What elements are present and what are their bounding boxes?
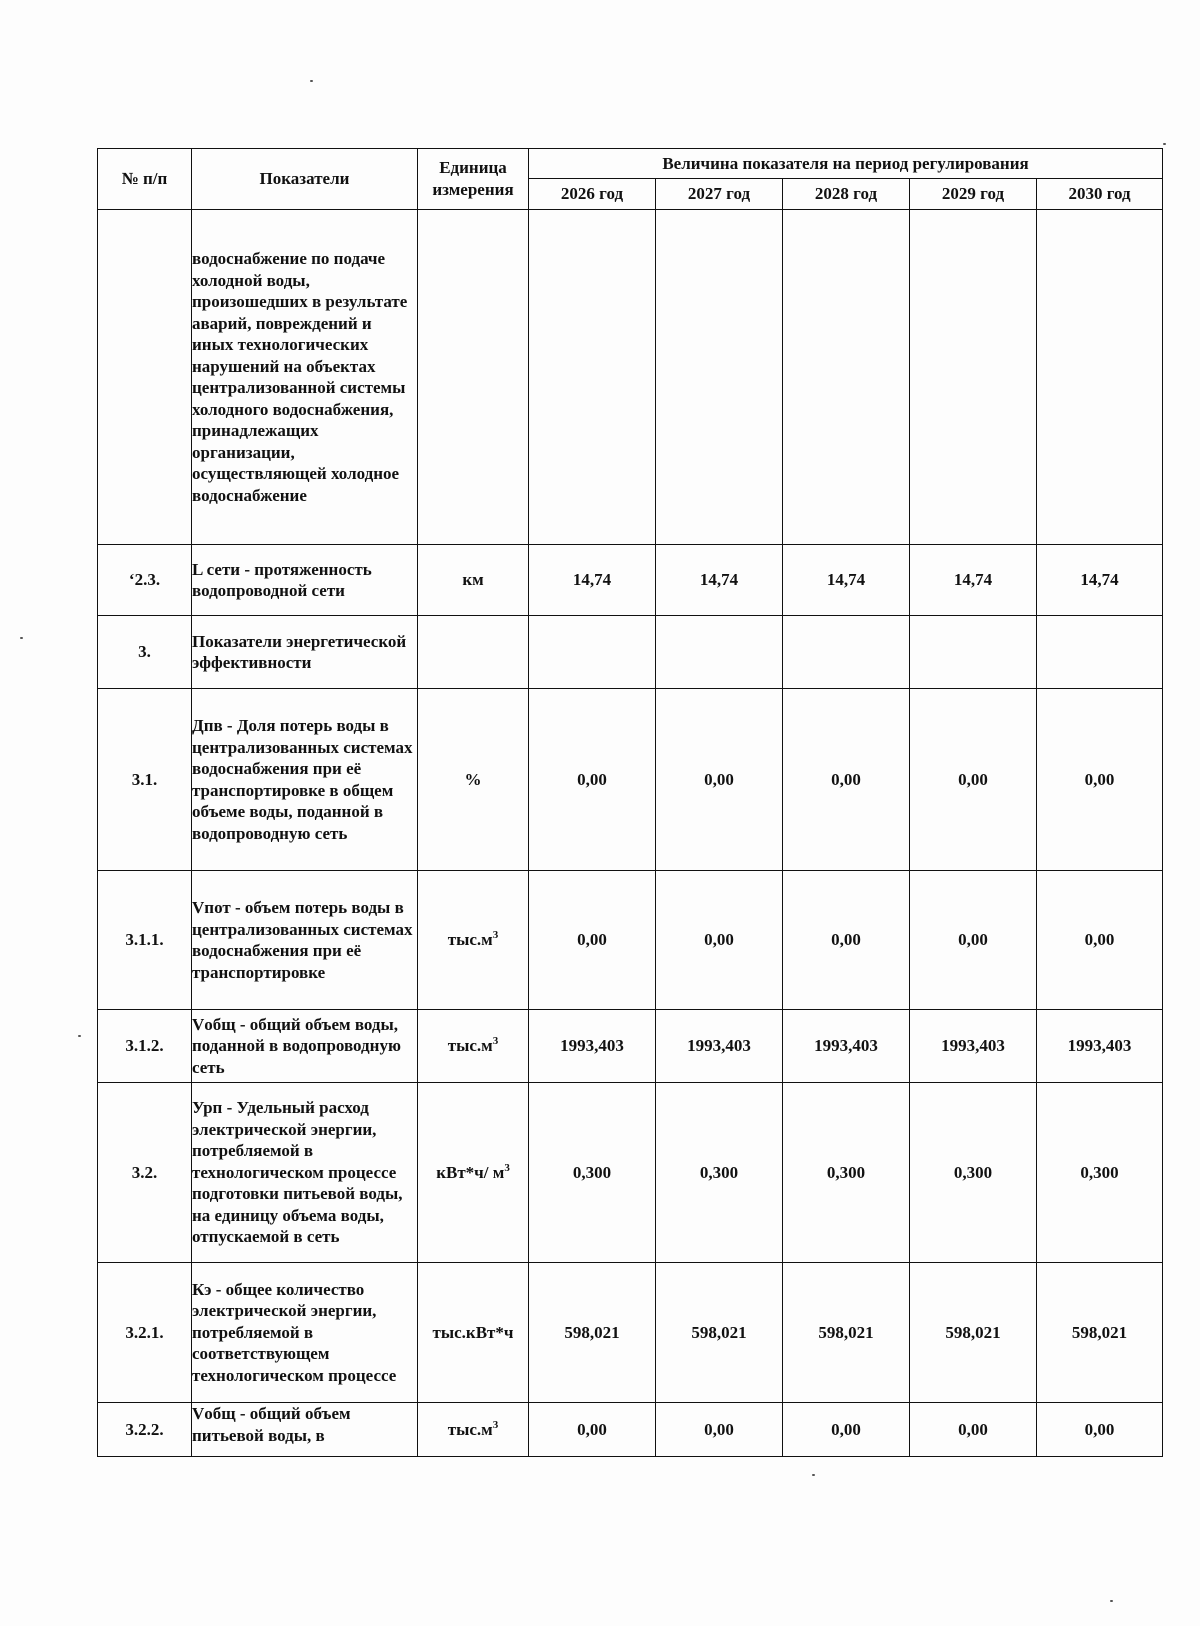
row-value: 1993,403	[1037, 1010, 1163, 1083]
row-value: 0,300	[529, 1083, 656, 1263]
unit-text: кВт*ч/ м	[436, 1162, 505, 1182]
row-value: 0,00	[910, 871, 1037, 1010]
row-value: 598,021	[656, 1263, 783, 1403]
row-indicator: Vобщ - общий объем воды, поданной в водопроводную сеть	[192, 1010, 418, 1083]
row-value: 1993,403	[656, 1010, 783, 1083]
row-indicator: L сети - протяженность водопроводной сети	[192, 545, 418, 616]
row-unit	[418, 545, 529, 616]
row-indicator: Vобщ - общий объем питьевой воды, в	[192, 1403, 418, 1457]
row-unit	[418, 689, 529, 871]
row-value: 14,74	[656, 545, 783, 616]
row-number: 3.1.2.	[98, 1010, 192, 1083]
unit-superscript: 3	[492, 1035, 499, 1047]
unit-text: тыс.кВт*ч	[432, 1322, 514, 1342]
row-indicator: Vпот - объем потерь воды в централизованных системах водоснабжения при её транспортировке	[192, 871, 418, 1010]
row-unit	[418, 1263, 529, 1403]
row-value: 598,021	[1037, 1263, 1163, 1403]
row-number	[98, 210, 192, 545]
row-value: 0,300	[783, 1083, 910, 1263]
header-indicator: Показатели	[192, 149, 418, 210]
header-year: 2030 год	[1037, 179, 1163, 210]
row-value: 0,00	[529, 1403, 656, 1457]
row-number: 3.1.	[98, 689, 192, 871]
table-row	[98, 545, 1163, 616]
scan-speck	[812, 1474, 815, 1476]
header-year: 2029 год	[910, 179, 1037, 210]
row-value: 14,74	[783, 545, 910, 616]
table-row	[98, 210, 1163, 545]
row-indicator: водоснабжение по подаче холодной воды, произошедших в результате аварий, повреждений и иных технологических нарушений на объектах централизованной системы холодного водоснабжения, принадлежащих организации, осуществляющей холодное водоснабжение	[192, 210, 418, 545]
table-row	[98, 616, 1163, 689]
scan-speck	[1110, 1600, 1113, 1602]
row-indicator: Дпв - Доля потерь воды в централизованных системах водоснабжения при её транспортировке в общем объеме воды, поданной в водопроводную сеть	[192, 689, 418, 871]
header-unit	[418, 149, 529, 210]
row-value: 0,00	[783, 689, 910, 871]
row-value	[529, 616, 656, 689]
row-unit	[418, 616, 529, 689]
row-value	[656, 210, 783, 545]
row-value: 0,00	[656, 871, 783, 1010]
row-value: 598,021	[783, 1263, 910, 1403]
table-row	[98, 871, 1163, 1010]
table-row	[98, 689, 1163, 871]
row-value: 14,74	[529, 545, 656, 616]
row-value: 0,00	[783, 1403, 910, 1457]
row-number: 3.2.1.	[98, 1263, 192, 1403]
unit-text: км	[462, 570, 484, 589]
row-value: 1993,403	[783, 1010, 910, 1083]
header-unit-line2: измерения	[432, 180, 514, 199]
unit-text: %	[464, 769, 482, 789]
row-value: 598,021	[529, 1263, 656, 1403]
row-unit	[418, 871, 529, 1010]
row-value: 1993,403	[529, 1010, 656, 1083]
unit-superscript: 3	[492, 929, 499, 941]
row-number: 3.2.	[98, 1083, 192, 1263]
row-number: ʻ2.3.	[98, 545, 192, 616]
row-value: 0,00	[529, 689, 656, 871]
row-value	[1037, 616, 1163, 689]
table-row	[98, 1083, 1163, 1263]
row-value: 0,00	[529, 871, 656, 1010]
row-value: 0,00	[910, 689, 1037, 871]
row-unit	[418, 1403, 529, 1457]
row-value: 14,74	[1037, 545, 1163, 616]
row-value: 0,00	[910, 1403, 1037, 1457]
scan-speck	[310, 80, 313, 82]
table-row	[98, 1403, 1163, 1457]
row-value: 0,300	[656, 1083, 783, 1263]
row-value: 0,00	[1037, 871, 1163, 1010]
header-year: 2027 год	[656, 179, 783, 210]
row-indicator: Показатели энергетической эффективности	[192, 616, 418, 689]
row-value: 0,00	[656, 1403, 783, 1457]
row-value	[656, 616, 783, 689]
row-value: 0,300	[910, 1083, 1037, 1263]
unit-text: тыс.м	[447, 1036, 493, 1055]
scan-speck	[20, 637, 23, 639]
header-row-1	[98, 149, 1163, 179]
unit-text: тыс.м	[447, 930, 493, 949]
row-value	[910, 616, 1037, 689]
row-value	[910, 210, 1037, 545]
row-value: 598,021	[910, 1263, 1037, 1403]
row-indicator: Кэ - общее количество электрической энергии, потребляемой в соответствующем технологическом процессе	[192, 1263, 418, 1403]
row-value	[529, 210, 656, 545]
row-unit	[418, 1083, 529, 1263]
row-value	[783, 210, 910, 545]
header-year: 2028 год	[783, 179, 910, 210]
table-body	[98, 210, 1163, 1457]
row-number: 3.	[98, 616, 192, 689]
row-value: 0,00	[1037, 1403, 1163, 1457]
header-unit-line1: Единица	[439, 158, 507, 177]
indicators-table	[97, 148, 1163, 1457]
row-number: 3.2.2.	[98, 1403, 192, 1457]
row-value: 0,00	[656, 689, 783, 871]
unit-superscript: 3	[504, 1161, 510, 1174]
unit-superscript: 3	[492, 1418, 499, 1431]
header-period: Величина показателя на период регулирования	[529, 149, 1163, 179]
row-value: 14,74	[910, 545, 1037, 616]
header-num: № п/п	[98, 149, 192, 210]
row-value: 0,00	[1037, 689, 1163, 871]
row-unit	[418, 1010, 529, 1083]
row-value	[1037, 210, 1163, 545]
row-number: 3.1.1.	[98, 871, 192, 1010]
row-indicator: Урп - Удельный расход электрической энергии, потребляемой в технологическом процессе подготовки питьевой воды, на единицу объема воды, отпускаемой в сеть	[192, 1083, 418, 1263]
row-value: 0,00	[783, 871, 910, 1010]
table-row	[98, 1263, 1163, 1403]
unit-text: тыс.м	[447, 1419, 493, 1439]
row-unit	[418, 210, 529, 545]
row-value: 1993,403	[910, 1010, 1037, 1083]
header-year: 2026 год	[529, 179, 656, 210]
row-value: 0,300	[1037, 1083, 1163, 1263]
row-value	[783, 616, 910, 689]
scan-speck	[78, 1035, 81, 1037]
scan-speck	[1163, 143, 1166, 145]
table-row	[98, 1010, 1163, 1083]
